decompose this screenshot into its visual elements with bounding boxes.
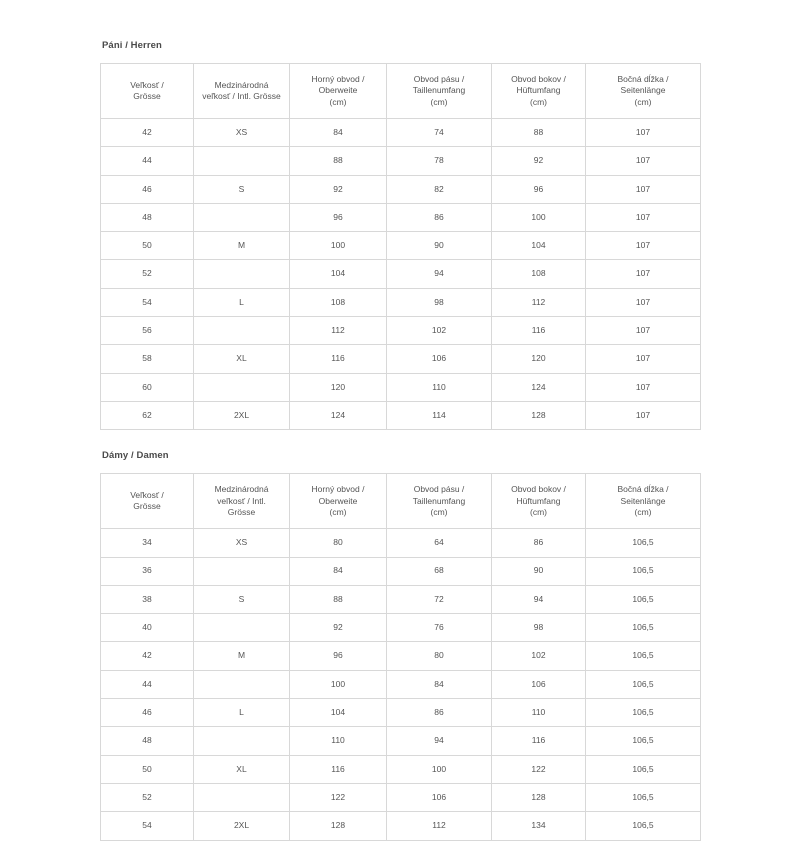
- column-header-hips: Obvod bokov / Hüftumfang (cm): [492, 474, 586, 529]
- cell-waist: 64: [387, 529, 492, 557]
- cell-size: 48: [101, 203, 194, 231]
- cell-hips: 110: [492, 699, 586, 727]
- cell-chest: 112: [290, 317, 387, 345]
- column-header-chest: Horný obvod / Oberweite (cm): [290, 474, 387, 529]
- table-row: [101, 260, 701, 288]
- cell-chest: 84: [290, 119, 387, 147]
- cell-chest: 96: [290, 203, 387, 231]
- cell-side-length: 106,5: [586, 529, 701, 557]
- cell-size: 44: [101, 147, 194, 175]
- cell-side-length: 106,5: [586, 727, 701, 755]
- cell-chest: 100: [290, 670, 387, 698]
- cell-waist: 90: [387, 232, 492, 260]
- cell-intl-size: 2XL: [194, 401, 290, 429]
- cell-chest: 100: [290, 232, 387, 260]
- cell-waist: 68: [387, 557, 492, 585]
- cell-hips: 124: [492, 373, 586, 401]
- cell-side-length: 106,5: [586, 783, 701, 811]
- table-row: [101, 119, 701, 147]
- cell-size: 34: [101, 529, 194, 557]
- cell-size: 54: [101, 812, 194, 840]
- table-row: [101, 727, 701, 755]
- cell-hips: 106: [492, 670, 586, 698]
- cell-chest: 116: [290, 345, 387, 373]
- column-header-side-length: Bočná dĺžka / Seitenlänge (cm): [586, 474, 701, 529]
- cell-intl-size: L: [194, 699, 290, 727]
- cell-side-length: 107: [586, 373, 701, 401]
- cell-intl-size: [194, 147, 290, 175]
- table-row: [101, 317, 701, 345]
- table-row: [101, 642, 701, 670]
- cell-waist: 98: [387, 288, 492, 316]
- table-row: [101, 401, 701, 429]
- cell-waist: 100: [387, 755, 492, 783]
- table-body-men: [101, 119, 701, 430]
- cell-hips: 90: [492, 557, 586, 585]
- section-men: [100, 40, 700, 430]
- cell-waist: 102: [387, 317, 492, 345]
- column-header-waist: Obvod pásu / Taillenumfang (cm): [387, 474, 492, 529]
- cell-chest: 128: [290, 812, 387, 840]
- column-header-intl-size: Medzinárodná veľkosť / Intl. Grösse: [194, 474, 290, 529]
- table-header-women: [101, 474, 701, 529]
- column-header-chest: Horný obvod / Oberweite (cm): [290, 64, 387, 119]
- cell-chest: 124: [290, 401, 387, 429]
- cell-waist: 110: [387, 373, 492, 401]
- cell-hips: 86: [492, 529, 586, 557]
- cell-side-length: 107: [586, 317, 701, 345]
- cell-intl-size: M: [194, 642, 290, 670]
- cell-size: 48: [101, 727, 194, 755]
- table-row: [101, 529, 701, 557]
- cell-chest: 84: [290, 557, 387, 585]
- section-women: [100, 450, 700, 840]
- cell-size: 42: [101, 642, 194, 670]
- column-header-size: Veľkosť / Grösse: [101, 474, 194, 529]
- cell-side-length: 106,5: [586, 642, 701, 670]
- header-row: [101, 64, 701, 119]
- table-row: [101, 812, 701, 840]
- cell-side-length: 106,5: [586, 699, 701, 727]
- cell-intl-size: 2XL: [194, 812, 290, 840]
- cell-size: 58: [101, 345, 194, 373]
- table-row: [101, 345, 701, 373]
- cell-waist: 78: [387, 147, 492, 175]
- cell-size: 52: [101, 783, 194, 811]
- cell-hips: 122: [492, 755, 586, 783]
- cell-size: 40: [101, 614, 194, 642]
- section-title-men: Páni / Herren: [102, 40, 162, 51]
- cell-size: 52: [101, 260, 194, 288]
- cell-intl-size: [194, 670, 290, 698]
- size-table-men: [100, 63, 701, 430]
- cell-intl-size: XL: [194, 755, 290, 783]
- table-row: [101, 614, 701, 642]
- cell-chest: 96: [290, 642, 387, 670]
- table-body-women: [101, 529, 701, 840]
- cell-side-length: 106,5: [586, 812, 701, 840]
- cell-waist: 80: [387, 642, 492, 670]
- cell-hips: 100: [492, 203, 586, 231]
- cell-size: 46: [101, 699, 194, 727]
- cell-side-length: 106,5: [586, 614, 701, 642]
- cell-waist: 86: [387, 699, 492, 727]
- table-row: [101, 755, 701, 783]
- cell-side-length: 106,5: [586, 557, 701, 585]
- cell-size: 38: [101, 585, 194, 613]
- cell-hips: 112: [492, 288, 586, 316]
- cell-intl-size: [194, 783, 290, 811]
- cell-side-length: 107: [586, 232, 701, 260]
- cell-hips: 128: [492, 401, 586, 429]
- cell-hips: 134: [492, 812, 586, 840]
- cell-chest: 122: [290, 783, 387, 811]
- cell-chest: 88: [290, 147, 387, 175]
- cell-hips: 92: [492, 147, 586, 175]
- cell-side-length: 107: [586, 345, 701, 373]
- column-header-intl-size: Medzinárodná veľkosť / Intl. Grösse: [194, 64, 290, 119]
- cell-side-length: 107: [586, 260, 701, 288]
- cell-side-length: 107: [586, 119, 701, 147]
- cell-side-length: 107: [586, 175, 701, 203]
- cell-waist: 72: [387, 585, 492, 613]
- cell-hips: 108: [492, 260, 586, 288]
- cell-size: 62: [101, 401, 194, 429]
- cell-hips: 116: [492, 727, 586, 755]
- cell-size: 44: [101, 670, 194, 698]
- cell-intl-size: [194, 203, 290, 231]
- cell-waist: 82: [387, 175, 492, 203]
- cell-intl-size: XS: [194, 529, 290, 557]
- column-header-hips: Obvod bokov / Hüftumfang (cm): [492, 64, 586, 119]
- cell-chest: 108: [290, 288, 387, 316]
- column-header-size: Veľkosť / Grösse: [101, 64, 194, 119]
- cell-hips: 128: [492, 783, 586, 811]
- cell-waist: 74: [387, 119, 492, 147]
- cell-intl-size: L: [194, 288, 290, 316]
- table-row: [101, 203, 701, 231]
- cell-size: 50: [101, 232, 194, 260]
- table-row: [101, 288, 701, 316]
- cell-waist: 86: [387, 203, 492, 231]
- cell-waist: 106: [387, 345, 492, 373]
- cell-chest: 80: [290, 529, 387, 557]
- cell-waist: 106: [387, 783, 492, 811]
- cell-side-length: 107: [586, 401, 701, 429]
- cell-chest: 92: [290, 614, 387, 642]
- cell-size: 46: [101, 175, 194, 203]
- cell-side-length: 107: [586, 203, 701, 231]
- table-row: [101, 147, 701, 175]
- table-row: [101, 670, 701, 698]
- table-row: [101, 557, 701, 585]
- cell-size: 60: [101, 373, 194, 401]
- cell-intl-size: [194, 614, 290, 642]
- column-header-side-length: Bočná dĺžka / Seitenlänge (cm): [586, 64, 701, 119]
- cell-size: 36: [101, 557, 194, 585]
- cell-size: 50: [101, 755, 194, 783]
- cell-intl-size: [194, 557, 290, 585]
- column-header-waist: Obvod pásu / Taillenumfang (cm): [387, 64, 492, 119]
- table-header-men: [101, 64, 701, 119]
- cell-waist: 114: [387, 401, 492, 429]
- cell-hips: 94: [492, 585, 586, 613]
- cell-intl-size: XS: [194, 119, 290, 147]
- header-row: [101, 474, 701, 529]
- cell-side-length: 107: [586, 147, 701, 175]
- table-row: [101, 232, 701, 260]
- cell-chest: 92: [290, 175, 387, 203]
- cell-side-length: 107: [586, 288, 701, 316]
- cell-intl-size: [194, 727, 290, 755]
- cell-waist: 112: [387, 812, 492, 840]
- cell-size: 42: [101, 119, 194, 147]
- cell-hips: 116: [492, 317, 586, 345]
- cell-chest: 120: [290, 373, 387, 401]
- cell-side-length: 106,5: [586, 585, 701, 613]
- cell-chest: 88: [290, 585, 387, 613]
- cell-chest: 110: [290, 727, 387, 755]
- cell-hips: 96: [492, 175, 586, 203]
- cell-intl-size: XL: [194, 345, 290, 373]
- cell-chest: 104: [290, 699, 387, 727]
- cell-intl-size: [194, 317, 290, 345]
- cell-intl-size: S: [194, 585, 290, 613]
- cell-chest: 116: [290, 755, 387, 783]
- cell-hips: 102: [492, 642, 586, 670]
- cell-waist: 84: [387, 670, 492, 698]
- cell-chest: 104: [290, 260, 387, 288]
- table-row: [101, 175, 701, 203]
- cell-size: 54: [101, 288, 194, 316]
- cell-intl-size: M: [194, 232, 290, 260]
- cell-intl-size: S: [194, 175, 290, 203]
- cell-hips: 98: [492, 614, 586, 642]
- cell-waist: 76: [387, 614, 492, 642]
- cell-intl-size: [194, 260, 290, 288]
- table-row: [101, 585, 701, 613]
- table-row: [101, 699, 701, 727]
- cell-waist: 94: [387, 260, 492, 288]
- cell-waist: 94: [387, 727, 492, 755]
- cell-hips: 120: [492, 345, 586, 373]
- cell-size: 56: [101, 317, 194, 345]
- section-title-women: Dámy / Damen: [102, 450, 169, 462]
- cell-intl-size: [194, 373, 290, 401]
- cell-hips: 88: [492, 119, 586, 147]
- cell-side-length: 106,5: [586, 755, 701, 783]
- table-row: [101, 373, 701, 401]
- size-table-women: [100, 473, 701, 840]
- cell-side-length: 106,5: [586, 670, 701, 698]
- cell-hips: 104: [492, 232, 586, 260]
- table-row: [101, 783, 701, 811]
